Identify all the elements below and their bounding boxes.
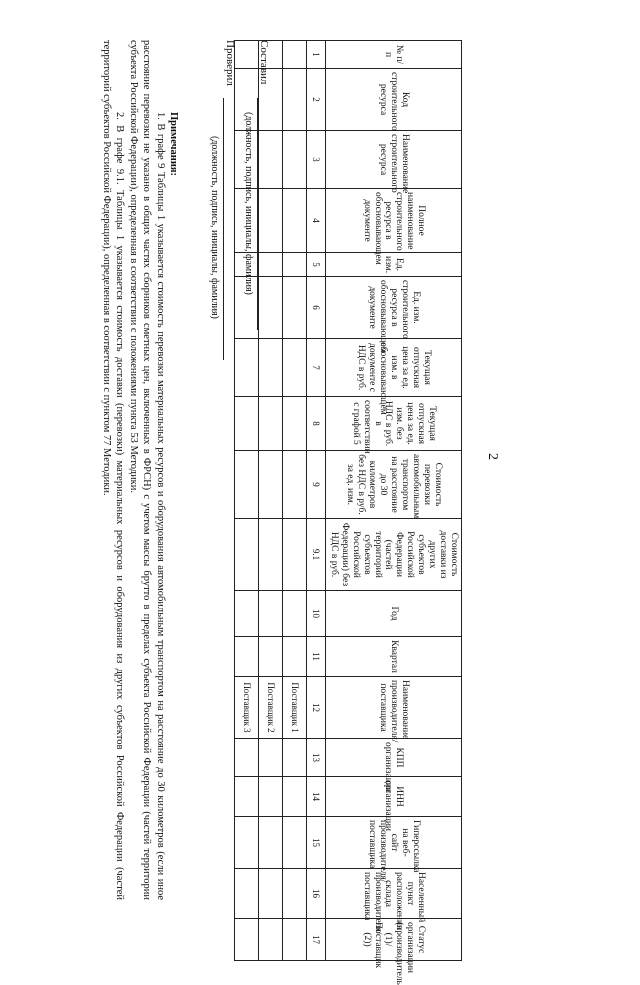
table-cell: [234, 339, 258, 397]
rotated-content: [55, 40, 500, 985]
table-cell: [234, 637, 258, 677]
table-cell: [282, 919, 306, 961]
page-number: 2: [485, 453, 500, 460]
supplier-cell: Поставщик 1: [282, 677, 306, 739]
table-cell: [258, 397, 282, 451]
table-cell: [258, 919, 282, 961]
col-header: Текущая отпускная цена за ед. изм. в обосновывающем документе с НДС в руб.: [325, 339, 461, 397]
col-number: 7: [306, 339, 325, 397]
col-number: 5: [306, 253, 325, 277]
composed-signature-line: [257, 98, 258, 330]
table-cell: [258, 591, 282, 637]
table-row: [282, 41, 306, 961]
table-cell: [258, 253, 282, 277]
col-number: 11: [306, 637, 325, 677]
col-number: 8: [306, 397, 325, 451]
table-cell: [234, 919, 258, 961]
col-header: КПП организации: [325, 739, 461, 777]
table-cell: [282, 397, 306, 451]
col-header: Наименование строительного ресурса: [325, 131, 461, 189]
table-cell: [258, 131, 282, 189]
checked-signature-line: [223, 98, 224, 360]
table-cell: [258, 339, 282, 397]
col-number: 3: [306, 131, 325, 189]
col-number: 14: [306, 777, 325, 817]
table-cell: [258, 277, 282, 339]
col-header: Стоимость доставки из других субъектов Российской Федерации (частей территорий субъектов Российской Федерации) без НДС в руб.: [325, 519, 461, 591]
col-number: 16: [306, 869, 325, 919]
resources-table: [234, 40, 462, 985]
col-number: 9.1: [306, 519, 325, 591]
notes-title: Примечания:: [168, 112, 179, 177]
col-number: 12: [306, 677, 325, 739]
table-cell: [282, 777, 306, 817]
table-cell: [258, 519, 282, 591]
col-header: Стоимость перевозки автомобильным транспортом на расстояние до 30 километров без НДС в руб. за ед. изм.: [325, 451, 461, 519]
supplier-cell: Поставщик 3: [234, 677, 258, 739]
col-number: 13: [306, 739, 325, 777]
table-cell: [258, 777, 282, 817]
table-cell: [282, 189, 306, 253]
checked-label: Проверил: [224, 40, 236, 86]
col-number: 15: [306, 817, 325, 869]
col-header: № п/п: [325, 41, 461, 69]
col-number: 2: [306, 69, 325, 131]
table-cell: [234, 739, 258, 777]
col-header: Год: [325, 591, 461, 637]
table-cell: [258, 451, 282, 519]
table-cell: [282, 277, 306, 339]
table-cell: [234, 817, 258, 869]
table-cell: [282, 739, 306, 777]
table-cell: [282, 131, 306, 189]
col-number: 6: [306, 277, 325, 339]
col-header: Текущая отпускная цена за ед. изм. без НДС в руб. в соответствии с графой 5: [325, 397, 461, 451]
table-cell: [258, 189, 282, 253]
table-cell: [234, 869, 258, 919]
col-header: Статус организации (производитель (1)/Поставщик (2)): [325, 919, 461, 961]
table-row: [258, 41, 282, 961]
table-cell: [282, 69, 306, 131]
table-cell: [258, 739, 282, 777]
table-cell: [282, 253, 306, 277]
col-header: ИНН организации: [325, 777, 461, 817]
table-cell: [258, 637, 282, 677]
table-cell: [282, 339, 306, 397]
composed-hint: (должность, подпись, инициалы, фамилия): [243, 112, 254, 295]
note-paragraph: 2. В графе 9.1. Таблицы 1 указывается стоимость доставки (перевозки) материальных ресурсов и оборудования из других субъектов Российской Федерации (частей территорий субъектов Российской Федерации), определенная в соответствии с пунктом 77 Методики.: [100, 40, 126, 900]
col-header: Ед. изм. строительного ресурса в обосновывающем документе: [325, 277, 461, 339]
col-header: Полное наименование строительного ресурса в обосновывающем документе: [325, 189, 461, 253]
table-header-row: [325, 41, 461, 961]
table-cell: [234, 41, 258, 69]
col-number: 4: [306, 189, 325, 253]
col-header: Гиперссылка на веб-сайт производителя/поставщика: [325, 817, 461, 869]
note-paragraph: 1. В графе 9 Таблицы 1 указывается стоимость перевозки материальных ресурсов и оборудования автомобильным транспортом на расстояние до 30 километров (если иное расстояние перевозки не указано в общих частях сборников сметных цен, включенных в ФРСН) с учетом массы брутто в пределах субъекта Российской Федерации (частей территории субъекта Российской Федерации), определенная в соответствии с положениями пункта 53 Методики.: [127, 40, 166, 900]
col-header: Код строительного ресурса: [325, 69, 461, 131]
table-cell: [258, 817, 282, 869]
table-cell: [234, 397, 258, 451]
col-number: 9: [306, 451, 325, 519]
col-header: Наименование производителя/поставщика: [325, 677, 461, 739]
supplier-cell: Поставщик 2: [258, 677, 282, 739]
col-number: 1: [306, 41, 325, 69]
composed-label: Составил: [258, 40, 270, 85]
table-cell: [234, 519, 258, 591]
checked-hint: (должность, подпись, инициалы, фамилия): [209, 136, 220, 319]
table-cell: [234, 591, 258, 637]
column-number-row: [306, 41, 325, 961]
table-cell: [282, 519, 306, 591]
table-cell: [282, 869, 306, 919]
notes-section: [99, 40, 180, 900]
table-cell: [258, 869, 282, 919]
table-cell: [282, 637, 306, 677]
col-header: Населенный пункт расположения склада производителя/поставщика: [325, 869, 461, 919]
col-number: 10: [306, 591, 325, 637]
col-number: 17: [306, 919, 325, 961]
table-cell: [282, 591, 306, 637]
col-header: Квартал: [325, 637, 461, 677]
col-header: Ед. изм.: [325, 253, 461, 277]
table-cell: [282, 41, 306, 69]
table-cell: [282, 817, 306, 869]
table-cell: [234, 451, 258, 519]
table-cell: [282, 451, 306, 519]
table-cell: [234, 777, 258, 817]
